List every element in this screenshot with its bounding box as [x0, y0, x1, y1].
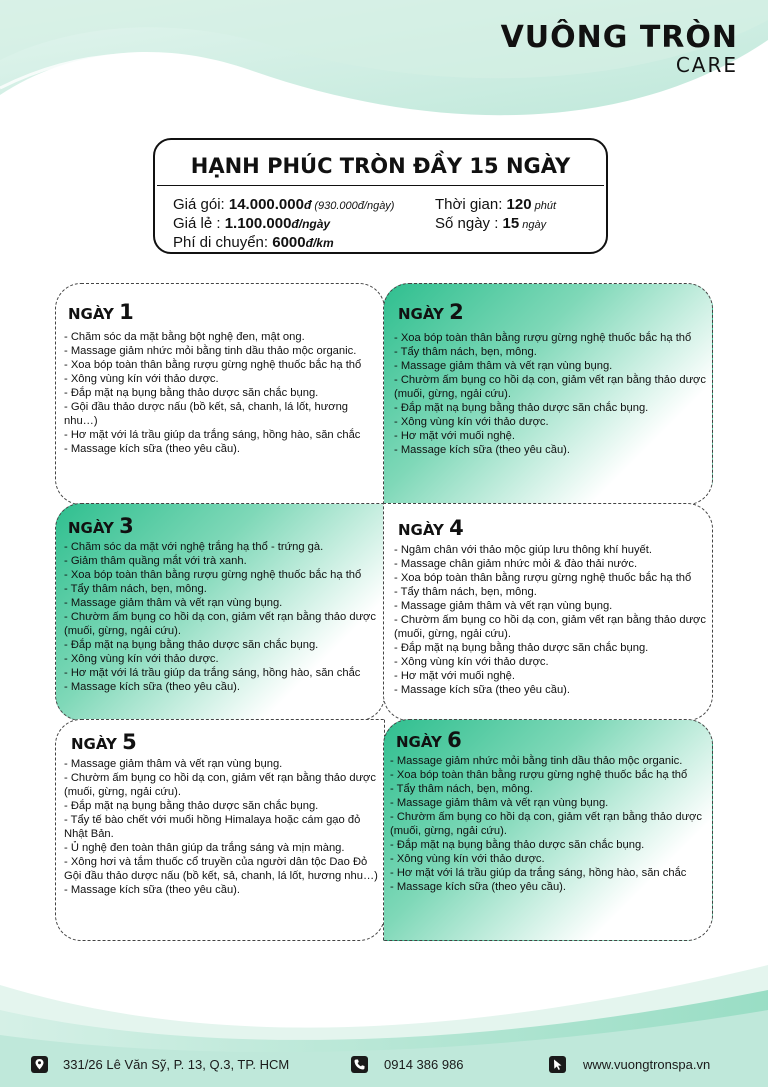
price-label: Giá gói: [173, 196, 229, 213]
travel-value: 6000 [272, 234, 306, 251]
list-item: - Massage giảm thâm và vết rạn vùng bụng. [390, 797, 609, 809]
list-item: - Tẩy thâm nách, bẹn, mông. [394, 586, 537, 598]
price-note: (930.000đ/ngày) [311, 200, 395, 212]
list-item: - Hơ mặt với lá trầu giúp da trắng sáng, hồng hào, săn chắc [64, 667, 361, 679]
package-title: HẠNH PHÚC TRÒN ĐẦY 15 NGÀY [190, 154, 571, 178]
package-summary-box [153, 138, 608, 254]
day-5-services [64, 757, 382, 897]
list-item: - Xoa bóp toàn thân bằng rượu gừng nghệ thuốc bắc hạ thổ [64, 359, 362, 371]
retail-unit: đ/ngày [291, 217, 331, 231]
day-2-title [398, 300, 464, 324]
list-item: - Xông vùng kín với thảo dược. [394, 416, 549, 428]
list-item: - Xoa bóp toàn thân bằng rượu gừng nghệ thuốc bắc hạ thổ [390, 769, 688, 781]
list-item: - Xông hơi và tắm thuốc cổ truyền của người dân tộc Dao Đỏ [64, 856, 368, 868]
footer-address: 331/26 Lê Văn Sỹ, P. 13, Q.3, TP. HCM [63, 1057, 290, 1072]
day-label: NGÀY [68, 305, 120, 323]
day-number: 3 [119, 514, 134, 538]
list-item: - Xoa bóp toàn thân bằng rượu gừng nghệ thuốc bắc hạ thổ [64, 569, 362, 581]
day-number: 2 [449, 300, 464, 324]
day-3-title [68, 514, 134, 538]
cursor-icon [549, 1056, 566, 1073]
day-number: 6 [447, 728, 462, 752]
day-label: NGÀY [398, 521, 450, 539]
list-item: - Chườm ấm bụng co hồi dạ con, giảm vết rạn bằng thảo dược (muối, gừng, ngải cứu). [64, 611, 376, 637]
days-unit: ngày [519, 219, 547, 231]
day-5-title [71, 730, 137, 754]
day-4-title [398, 516, 464, 540]
day-card-2 [383, 283, 713, 505]
list-item: - Tẩy thâm nách, bẹn, mông. [64, 583, 207, 595]
list-item: - Hơ mặt với lá trầu giúp da trắng sáng, hồng hào, săn chắc [390, 867, 687, 879]
list-item: - Đắp mặt nạ bụng bằng thảo dược săn chắc bụng. [64, 387, 319, 399]
list-item: - Xoa bóp toàn thân bằng rượu gừng nghệ thuốc bắc hạ thổ [394, 332, 692, 344]
list-item: - Massage kích sữa (theo yêu cầu). [390, 881, 567, 893]
day-4-services [394, 543, 710, 697]
time-label: Thời gian: [435, 196, 507, 213]
list-item: - Chăm sóc da mặt với nghệ trắng hạ thổ - trứng gà. [64, 541, 324, 553]
list-item: - Massage chân giảm nhức mỏi & đào thải nước. [394, 558, 638, 570]
divider [157, 185, 604, 186]
day-6-title [396, 728, 462, 752]
list-item: - Đắp mặt nạ bụng bằng thảo dược săn chắc bụng. [394, 642, 649, 654]
list-item: - Massage giảm thâm và vết rạn vùng bụng. [64, 597, 283, 609]
list-item: - Hơ mặt với lá trầu giúp da trắng sáng, hồng hào, săn chắc [64, 429, 361, 441]
day-number: 1 [119, 300, 134, 324]
list-item: - Đắp mặt nạ bụng bằng thảo dược săn chắc bụng. [390, 839, 645, 851]
day-number: 4 [449, 516, 464, 540]
days-value: 15 [502, 215, 520, 232]
list-item: - Chườm ấm bụng co hồi dạ con, giảm vết rạn bằng thảo dược (muối, gừng, ngải cứu). [394, 374, 706, 400]
location-pin-icon [31, 1056, 48, 1073]
duration-row [435, 196, 556, 213]
list-item: - Hơ mặt với muối nghệ. [394, 670, 515, 682]
brand-logo [501, 22, 738, 76]
list-item: - Ngâm chân với thảo mộc giúp lưu thông khí huyết. [394, 544, 652, 556]
list-item: - Xông vùng kín với thảo dược. [394, 656, 549, 668]
list-item: - Hơ mặt với muối nghệ. [394, 430, 515, 442]
list-item: - Massage giảm nhức mỏi bằng tinh dầu thảo mộc organic. [64, 345, 357, 357]
list-item: - Massage kích sữa (theo yêu cầu). [64, 884, 241, 896]
days-count-row [435, 215, 546, 232]
day-label: NGÀY [398, 305, 450, 323]
list-item: - Tẩy thâm nách, bẹn, mông. [394, 346, 537, 358]
list-item: - Chườm ấm bụng co hồi dạ con, giảm vết rạn bằng thảo dược (muối, gừng, ngải cứu). [394, 614, 706, 640]
day-2-services [394, 331, 710, 457]
day-card-6 [383, 719, 713, 941]
day-card-5 [55, 719, 385, 941]
retail-label: Giá lẻ : [173, 215, 225, 232]
price-value: 14.000.000 [228, 196, 304, 213]
day-card-3 [55, 503, 385, 721]
footer-phone[interactable]: 0914 386 986 [384, 1057, 464, 1072]
list-item: - Tẩy tế bào chết với muối hồng Himalaya hoặc cám gạo đỏ Nhật Bản. [64, 814, 361, 840]
day-label: NGÀY [68, 519, 120, 537]
travel-fee-row [173, 234, 334, 251]
list-item: - Ủ nghệ đen toàn thân giúp da trắng sáng và mịn màng. [64, 842, 345, 854]
price-unit: đ [303, 198, 312, 212]
list-item: - Gội đầu thảo dược nấu (bồ kết, sả, chanh, lá lốt, hương nhu…) [64, 401, 349, 427]
list-item: - Chườm ấm bụng co hồi dạ con, giảm vết rạn bằng thảo dược (muối, gừng, ngải cứu). [390, 811, 702, 837]
list-item: - Massage giảm thâm và vết rạn vùng bụng. [394, 360, 613, 372]
list-item: - Xông vùng kín với thảo dược. [64, 373, 219, 385]
day-card-4 [383, 503, 713, 721]
brand-name: VUÔNG TRÒN [500, 20, 738, 55]
day-3-services [64, 540, 382, 694]
list-item: - Massage kích sữa (theo yêu cầu). [394, 444, 571, 456]
brand-subtitle: CARE [675, 53, 738, 77]
day-6-services [390, 754, 710, 894]
footer-website[interactable]: www.vuongtronspa.vn [583, 1057, 711, 1072]
list-item: - Giảm thâm quầng mắt với trà xanh. [64, 555, 247, 567]
list-item: - Massage giảm thâm và vết rạn vùng bụng. [394, 600, 613, 612]
list-item: - Đắp mặt nạ bụng bằng thảo dược săn chắc bụng. [394, 402, 649, 414]
day-1-services [64, 330, 382, 456]
list-item: - Tẩy thâm nách, bẹn, mông. [390, 783, 533, 795]
time-unit: phút [531, 200, 557, 212]
day-label: NGÀY [71, 735, 123, 753]
list-item: - Đắp mặt nạ bụng bằng thảo dược săn chắc bụng. [64, 800, 319, 812]
list-item: - Chườm ấm bụng co hồi dạ con, giảm vết rạn bằng thảo dược (muối, gừng, ngải cứu). [64, 772, 376, 798]
list-item: - Chăm sóc da mặt bằng bột nghệ đen, mật ong. [64, 331, 305, 343]
list-item: - Xoa bóp toàn thân bằng rượu gừng nghệ thuốc bắc hạ thổ [394, 572, 692, 584]
list-item: - Massage giảm nhức mỏi bằng tinh dầu thảo mộc organic. [390, 755, 683, 767]
retail-price-row [173, 215, 330, 232]
retail-value: 1.100.000 [224, 215, 292, 232]
day-number: 5 [122, 730, 137, 754]
travel-unit: đ/km [305, 236, 334, 250]
list-item: - Massage kích sữa (theo yêu cầu). [64, 443, 241, 455]
travel-label: Phí di chuyển: [173, 234, 273, 251]
day-card-1 [55, 283, 385, 505]
phone-icon [351, 1056, 368, 1073]
list-item: - Đắp mặt nạ bụng bằng thảo dược săn chắc bụng. [64, 639, 319, 651]
list-item: - Xông vùng kín với thảo dược. [390, 853, 545, 865]
list-item: - Massage kích sữa (theo yêu cầu). [394, 684, 571, 696]
time-value: 120 [506, 196, 532, 213]
list-item: - Xông vùng kín với thảo dược. [64, 653, 219, 665]
list-item: - Massage kích sữa (theo yêu cầu). [64, 681, 241, 693]
list-item: Gội đầu thảo dược nấu (bồ kết, sả, chanh, lá lốt, hương nhu…) [64, 870, 378, 882]
package-price-row [173, 196, 394, 213]
day-1-title [68, 300, 134, 324]
list-item: - Massage giảm thâm và vết rạn vùng bụng. [64, 758, 283, 770]
days-label: Số ngày : [435, 215, 503, 232]
day-label: NGÀY [396, 733, 448, 751]
